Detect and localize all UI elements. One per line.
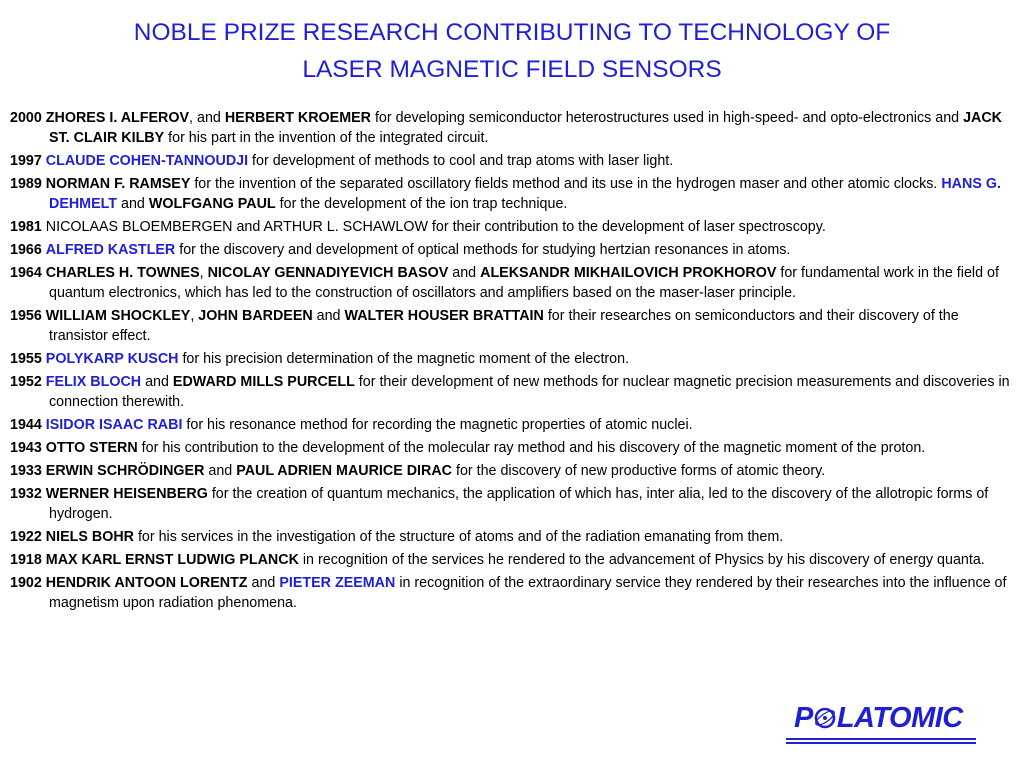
laureate-name: MAX KARL ERNST LUDWIG PLANCK: [45, 552, 299, 568]
laureate-name: HANS G. DEHMELT: [49, 176, 1001, 212]
prize-year: 1952: [10, 374, 42, 390]
nobel-prize-list: [10, 108, 1014, 616]
prize-year: 1955: [10, 351, 42, 367]
laureate-name: HENDRIK ANTOON LORENTZ: [45, 575, 248, 591]
laureate-name: NIELS BOHR: [45, 529, 134, 545]
laureate-name: WALTER HOUSER BRATTAIN: [344, 308, 544, 324]
laureate-name: FELIX BLOCH: [45, 374, 142, 390]
prize-year: 1981: [10, 219, 42, 235]
prize-entry: [10, 263, 1014, 303]
prize-description: for developing semiconductor heterostructures used in high-speed- and opto-electronics and: [370, 110, 964, 126]
prize-year: 1932: [10, 486, 42, 502]
prize-description: for the discovery and development of optical methods for studying hertzian resonances in atoms.: [175, 242, 791, 258]
polatomic-logo: [786, 700, 978, 746]
prize-year: 2000: [10, 110, 42, 126]
prize-entry: [10, 372, 1014, 412]
prize-description: for the development of the ion trap technique.: [275, 196, 568, 212]
prize-description: for development of methods to cool and trap atoms with laser light.: [248, 153, 674, 169]
prize-description: and: [312, 308, 345, 324]
prize-year: 1956: [10, 308, 42, 324]
prize-entry: [10, 174, 1014, 214]
laureate-name: NICOLAY GENNADIYEVICH BASOV: [207, 265, 449, 281]
prize-description: for the creation of quantum mechanics, the application of which has, inter alia, led to the discovery of the allotropic forms of hydrogen.: [49, 486, 989, 522]
prize-entry: [10, 438, 1014, 458]
prize-description: for his resonance method for recording the magnetic properties of atomic nuclei.: [182, 417, 693, 433]
prize-year: 1933: [10, 463, 42, 479]
prize-year: 1943: [10, 440, 42, 456]
prize-description: ,: [199, 265, 208, 281]
laureate-name: OTTO STERN: [45, 440, 138, 456]
prize-description: for their development of new methods for nuclear magnetic precision measurements and discoveries in connection therewith.: [49, 374, 1010, 410]
prize-description: for his services in the investigation of the structure of atoms and of the radiation emanating from them.: [133, 529, 784, 545]
laureate-name: EDWARD MILLS PURCELL: [172, 374, 355, 390]
prize-year: 1944: [10, 417, 42, 433]
laureate-name: CLAUDE COHEN-TANNOUDJI: [45, 153, 249, 169]
logo-underline-bottom: [786, 742, 976, 744]
laureate-name: ISIDOR ISAAC RABI: [45, 417, 183, 433]
prize-entry: [10, 240, 1014, 260]
laureate-name: PIETER ZEEMAN: [279, 575, 396, 591]
prize-year: 1989: [10, 176, 42, 192]
prize-description: for his part in the invention of the integrated circuit.: [164, 130, 489, 146]
title-line-1: NOBLE PRIZE RESEARCH CONTRIBUTING TO TECHNOLOGY OF: [133, 19, 891, 46]
page-title: [0, 14, 1024, 88]
prize-entry: [10, 461, 1014, 481]
prize-description: and: [141, 374, 173, 390]
prize-year: 1964: [10, 265, 42, 281]
laureate-name: POLYKARP KUSCH: [45, 351, 179, 367]
prize-year: 1997: [10, 153, 42, 169]
atom-icon: [813, 702, 837, 726]
laureate-name: CHARLES H. TOWNES: [45, 265, 200, 281]
prize-entry: [10, 217, 1014, 237]
laureate-name: HERBERT KROEMER: [224, 110, 371, 126]
prize-year: 1922: [10, 529, 42, 545]
prize-description: for fundamental work in the field of quantum electronics, which has led to the construction of oscillators and amplifiers based on the maser-laser principle.: [49, 265, 999, 301]
logo-letter-p: P: [794, 702, 813, 734]
prize-entry: [10, 550, 1014, 570]
laureate-name: ALFRED KASTLER: [45, 242, 176, 258]
laureate-name: JOHN BARDEEN: [198, 308, 313, 324]
logo-letters-latomic: LATOMIC: [836, 702, 963, 734]
logo-underline-top: [786, 738, 976, 740]
prize-description: and: [247, 575, 280, 591]
laureate-name: WOLFGANG PAUL: [148, 196, 276, 212]
laureate-name: ALEKSANDR MIKHAILOVICH PROKHOROV: [480, 265, 777, 281]
title-line-2: LASER MAGNETIC FIELD SENSORS: [302, 56, 722, 83]
prize-entry: [10, 484, 1014, 524]
laureate-name: NORMAN F. RAMSEY: [45, 176, 191, 192]
prize-entry: [10, 306, 1014, 346]
prize-description: for his contribution to the development of the molecular ray method and his discovery of the magnetic moment of the proton.: [137, 440, 926, 456]
prize-description: in recognition of the services he rendered to the advancement of Physics by his discovery of energy quanta.: [298, 552, 985, 568]
laureate-name: WERNER HEISENBERG: [45, 486, 208, 502]
prize-description: for his precision determination of the magnetic moment of the electron.: [178, 351, 630, 367]
prize-description: for the discovery of new productive forms of atomic theory.: [452, 463, 826, 479]
prize-entry: [10, 527, 1014, 547]
prize-year: 1902: [10, 575, 42, 591]
prize-description: and: [204, 463, 237, 479]
laureate-name: PAUL ADRIEN MAURICE DIRAC: [236, 463, 452, 479]
laureate-name: ZHORES I. ALFEROV: [45, 110, 190, 126]
prize-entry: [10, 151, 1014, 171]
prize-description: NICOLAAS BLOEMBERGEN and ARTHUR L. SCHAWLOW for their contribution to the development of laser spectroscopy.: [45, 219, 826, 235]
prize-entry: [10, 573, 1014, 613]
laureate-name: WILLIAM SHOCKLEY: [45, 308, 191, 324]
prize-description: ,: [190, 308, 199, 324]
prize-year: 1966: [10, 242, 42, 258]
prize-description: for the invention of the separated oscillatory fields method and its use in the hydrogen maser and other atomic clocks.: [190, 176, 942, 192]
prize-entry: [10, 108, 1014, 148]
prize-description: in recognition of the extraordinary service they rendered by their researches into the influence of magnetism upon radiation phenomena.: [49, 575, 1007, 611]
logo-wordmark: [794, 700, 963, 736]
prize-description: and: [448, 265, 481, 281]
laureate-name: ERWIN SCHRÖDINGER: [45, 463, 205, 479]
prize-description: and: [117, 196, 149, 212]
prize-entry: [10, 415, 1014, 435]
prize-description: for their researches on semiconductors and their discovery of the transistor effect.: [49, 308, 959, 344]
prize-entry: [10, 349, 1014, 369]
laureate-name: JACK ST. CLAIR KILBY: [49, 110, 1003, 146]
prize-year: 1918: [10, 552, 42, 568]
prize-description: , and: [189, 110, 225, 126]
